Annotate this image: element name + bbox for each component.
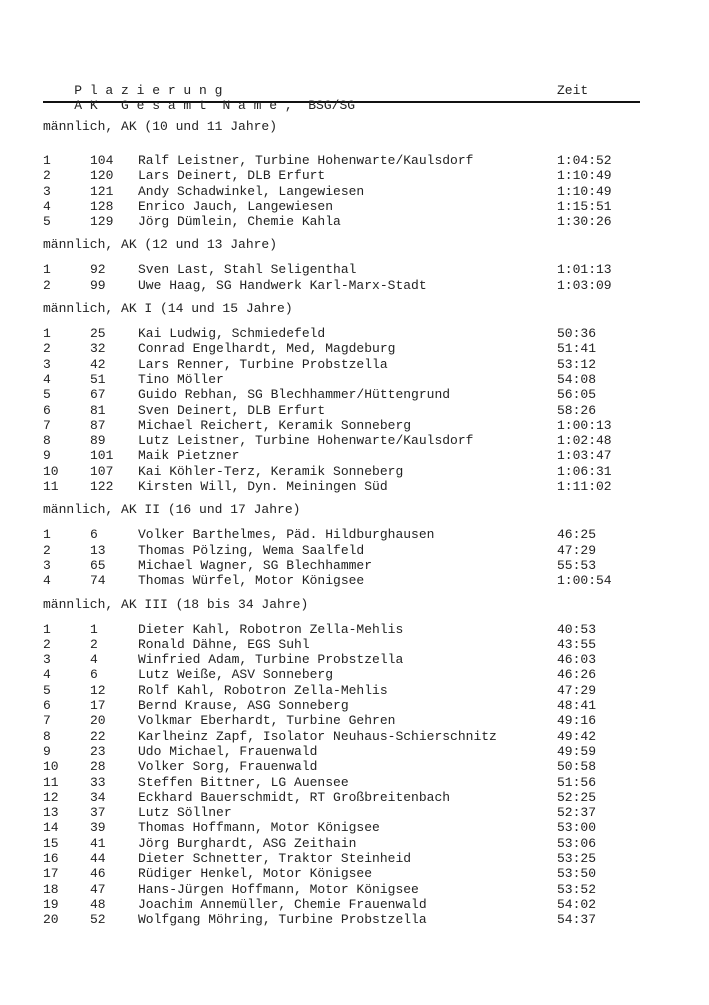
overall-rank: 51 — [90, 371, 106, 387]
rank-in-class: 5 — [43, 682, 51, 698]
result-row — [43, 912, 640, 927]
result-row — [43, 805, 640, 820]
rank-in-class: 16 — [43, 850, 59, 866]
athlete-name-club: Enrico Jauch, Langewiesen — [138, 198, 334, 214]
overall-rank: 122 — [90, 479, 114, 495]
rank-in-class: 1 — [43, 326, 51, 342]
finish-time: 1:11:02 — [557, 479, 612, 495]
overall-rank: 34 — [90, 789, 106, 805]
finish-time: 40:53 — [557, 621, 597, 637]
finish-time: 46:25 — [557, 527, 597, 543]
finish-time: 1:30:26 — [557, 214, 612, 230]
rank-in-class: 4 — [43, 573, 51, 589]
rank-in-class: 3 — [43, 557, 51, 573]
section-title: männlich, AK II (16 und 17 Jahre) — [43, 502, 301, 518]
athlete-name-club: Ronald Dähne, EGS Suhl — [138, 636, 310, 652]
rank-in-class: 1 — [43, 262, 51, 278]
finish-time: 51:41 — [557, 341, 597, 357]
overall-rank: 101 — [90, 448, 114, 464]
result-row — [43, 866, 640, 881]
overall-rank: 81 — [90, 402, 106, 418]
finish-time: 53:25 — [557, 850, 597, 866]
athlete-name-club: Jörg Dümlein, Chemie Kahla — [138, 214, 341, 230]
finish-time: 43:55 — [557, 636, 597, 652]
athlete-name-club: Eckhard Bauerschmidt, RT Großbreitenbach — [138, 789, 451, 805]
result-row — [43, 357, 640, 372]
athlete-name-club: Conrad Engelhardt, Med, Magdeburg — [138, 341, 396, 357]
overall-rank: 12 — [90, 682, 106, 698]
athlete-name-club: Dieter Kahl, Robotron Zella-Mehlis — [138, 621, 404, 637]
finish-time: 47:29 — [557, 682, 597, 698]
result-row — [43, 637, 640, 652]
athlete-name-club: Sven Deinert, DLB Erfurt — [138, 402, 326, 418]
finish-time: 47:29 — [557, 542, 597, 558]
result-row — [43, 448, 640, 463]
overall-rank: 74 — [90, 573, 106, 589]
result-row — [43, 667, 640, 682]
finish-time: 54:08 — [557, 371, 597, 387]
athlete-name-club: Winfried Adam, Turbine Probstzella — [138, 652, 404, 668]
athlete-name-club: Michael Reichert, Keramik Sonneberg — [138, 417, 412, 433]
rank-in-class: 15 — [43, 835, 59, 851]
rank-in-class: 14 — [43, 820, 59, 836]
rank-in-class: 10 — [43, 463, 59, 479]
result-row — [43, 464, 640, 479]
result-row — [43, 372, 640, 387]
section-rows — [43, 153, 640, 229]
rank-in-class: 2 — [43, 542, 51, 558]
rank-in-class: 7 — [43, 713, 51, 729]
result-row — [43, 790, 640, 805]
rank-in-class: 4 — [43, 371, 51, 387]
rank-in-class: 5 — [43, 214, 51, 230]
finish-time: 50:58 — [557, 759, 597, 775]
athlete-name-club: Karlheinz Zapf, Isolator Neuhaus-Schierschnitz — [138, 728, 497, 744]
athlete-name-club: Thomas Würfel, Motor Königsee — [138, 573, 365, 589]
athlete-name-club: Kai Ludwig, Schmiedefeld — [138, 326, 326, 342]
finish-time: 53:00 — [557, 820, 597, 836]
finish-time: 55:53 — [557, 557, 597, 573]
rank-in-class: 11 — [43, 479, 59, 495]
overall-rank: 44 — [90, 850, 106, 866]
athlete-name-club: Guido Rebhan, SG Blechhammer/Hüttengrund — [138, 387, 451, 403]
finish-time: 49:59 — [557, 743, 597, 759]
finish-time: 1:06:31 — [557, 463, 612, 479]
result-row — [43, 184, 640, 199]
result-row — [43, 759, 640, 774]
rank-in-class: 1 — [43, 621, 51, 637]
section-title: männlich, AK III (18 bis 34 Jahre) — [43, 596, 309, 612]
rank-in-class: 17 — [43, 866, 59, 882]
finish-time: 53:06 — [557, 835, 597, 851]
rank-in-class: 6 — [43, 402, 51, 418]
section-rows — [43, 326, 640, 494]
rank-in-class: 3 — [43, 183, 51, 199]
rank-in-class: 7 — [43, 417, 51, 433]
finish-time: 56:05 — [557, 387, 597, 403]
finish-time: 54:02 — [557, 896, 597, 912]
finish-time: 50:36 — [557, 326, 597, 342]
athlete-name-club: Michael Wagner, SG Blechhammer — [138, 557, 373, 573]
overall-rank: 1 — [90, 621, 98, 637]
athlete-name-club: Kirsten Will, Dyn. Meiningen Süd — [138, 479, 388, 495]
rank-in-class: 5 — [43, 387, 51, 403]
rank-in-class: 1 — [43, 527, 51, 543]
rank-in-class: 20 — [43, 912, 59, 928]
result-row — [43, 403, 640, 418]
result-row — [43, 527, 640, 542]
overall-rank: 13 — [90, 542, 106, 558]
finish-time: 53:52 — [557, 881, 597, 897]
header-line-columns — [43, 83, 640, 113]
section-rows — [43, 262, 640, 293]
finish-time: 1:04:52 — [557, 153, 612, 168]
finish-time: 1:03:47 — [557, 448, 612, 464]
overall-rank: 20 — [90, 713, 106, 729]
result-row — [43, 558, 640, 573]
overall-rank: 92 — [90, 262, 106, 278]
athlete-name-club: Hans-Jürgen Hoffmann, Motor Königsee — [138, 881, 419, 897]
result-row — [43, 214, 640, 229]
athlete-name-club: Rüdiger Henkel, Motor Königsee — [138, 866, 373, 882]
overall-rank: 48 — [90, 896, 106, 912]
finish-time: 1:10:49 — [557, 183, 612, 199]
overall-rank: 65 — [90, 557, 106, 573]
overall-rank: 47 — [90, 881, 106, 897]
result-row — [43, 543, 640, 558]
finish-time: 1:02:48 — [557, 433, 612, 449]
rank-in-class: 18 — [43, 881, 59, 897]
rank-in-class: 9 — [43, 743, 51, 759]
overall-rank: 121 — [90, 183, 114, 199]
finish-time: 52:25 — [557, 789, 597, 805]
overall-rank: 6 — [90, 527, 98, 543]
finish-time: 46:26 — [557, 667, 597, 683]
result-row — [43, 897, 640, 912]
rank-in-class: 10 — [43, 759, 59, 775]
athlete-name-club: Lutz Leistner, Turbine Hohenwarte/Kaulsdorf — [138, 433, 474, 449]
athlete-name-club: Lutz Weiße, ASV Sonneberg — [138, 667, 334, 683]
results-sections — [43, 119, 640, 927]
rank-in-class: 2 — [43, 341, 51, 357]
finish-time: 1:10:49 — [557, 168, 612, 184]
athlete-name-club: Maik Pietzner — [138, 448, 240, 464]
finish-time: 1:01:13 — [557, 262, 612, 278]
section-title: männlich, AK I (14 und 15 Jahre) — [43, 301, 293, 317]
header-placement-label: P l a z i e r u n g — [74, 83, 223, 98]
rank-in-class: 19 — [43, 896, 59, 912]
overall-rank: 46 — [90, 866, 106, 882]
result-row — [43, 278, 640, 293]
rank-in-class: 2 — [43, 636, 51, 652]
overall-rank: 99 — [90, 277, 106, 293]
rank-in-class: 2 — [43, 277, 51, 293]
athlete-name-club: Tino Möller — [138, 371, 224, 387]
athlete-name-club: Sven Last, Stahl Seligenthal — [138, 262, 357, 278]
section-rows — [43, 622, 640, 928]
finish-time: 1:03:09 — [557, 277, 612, 293]
athlete-name-club: Dieter Schnetter, Traktor Steinheid — [138, 850, 412, 866]
athlete-name-club: Kai Köhler-Terz, Keramik Sonneberg — [138, 463, 404, 479]
athlete-name-club: Udo Michael, Frauenwald — [138, 743, 318, 759]
overall-rank: 39 — [90, 820, 106, 836]
rank-in-class: 2 — [43, 168, 51, 184]
finish-time: 49:16 — [557, 713, 597, 729]
finish-time: 46:03 — [557, 652, 597, 668]
result-row — [43, 775, 640, 790]
result-row — [43, 820, 640, 835]
result-row — [43, 168, 640, 183]
result-row — [43, 713, 640, 728]
athlete-name-club: Bernd Krause, ASG Sonneberg — [138, 698, 349, 714]
result-row — [43, 479, 640, 494]
overall-rank: 42 — [90, 356, 106, 372]
result-row — [43, 199, 640, 214]
overall-rank: 28 — [90, 759, 106, 775]
result-row — [43, 698, 640, 713]
rank-in-class: 13 — [43, 805, 59, 821]
result-row — [43, 387, 640, 402]
overall-rank: 41 — [90, 835, 106, 851]
header-columns-label: A K G e s a m t N a m e , BSG/SG — [74, 98, 356, 113]
overall-rank: 33 — [90, 774, 106, 790]
finish-time: 51:56 — [557, 774, 597, 790]
athlete-name-club: Joachim Annemüller, Chemie Frauenwald — [138, 896, 427, 912]
overall-rank: 107 — [90, 463, 114, 479]
athlete-name-club: Volker Barthelmes, Päd. Hildburghausen — [138, 527, 435, 543]
athlete-name-club: Rolf Kahl, Robotron Zella-Mehlis — [138, 682, 388, 698]
overall-rank: 120 — [90, 168, 114, 184]
rank-in-class: 12 — [43, 789, 59, 805]
rank-in-class: 1 — [43, 153, 51, 168]
finish-time: 53:50 — [557, 866, 597, 882]
overall-rank: 22 — [90, 728, 106, 744]
section-title: männlich, AK (10 und 11 Jahre) — [43, 119, 278, 134]
section-title: männlich, AK (12 und 13 Jahre) — [43, 237, 278, 253]
overall-rank: 2 — [90, 636, 98, 652]
rank-in-class: 3 — [43, 652, 51, 668]
finish-time: 48:41 — [557, 698, 597, 714]
result-row — [43, 622, 640, 637]
athlete-name-club: Jörg Burghardt, ASG Zeithain — [138, 835, 357, 851]
finish-time: 52:37 — [557, 805, 597, 821]
result-row — [43, 744, 640, 759]
finish-time: 1:15:51 — [557, 198, 612, 214]
rank-in-class: 6 — [43, 698, 51, 714]
athlete-name-club: Ralf Leistner, Turbine Hohenwarte/Kaulsdorf — [138, 153, 474, 168]
rank-in-class: 8 — [43, 433, 51, 449]
finish-time: 1:00:54 — [557, 573, 612, 589]
result-row — [43, 652, 640, 667]
athlete-name-club: Lutz Söllner — [138, 805, 232, 821]
overall-rank: 87 — [90, 417, 106, 433]
result-row — [43, 326, 640, 341]
rank-in-class: 9 — [43, 448, 51, 464]
result-row — [43, 418, 640, 433]
rank-in-class: 4 — [43, 198, 51, 214]
overall-rank: 4 — [90, 652, 98, 668]
athlete-name-club: Andy Schadwinkel, Langewiesen — [138, 183, 365, 199]
athlete-name-club: Thomas Hoffmann, Motor Königsee — [138, 820, 380, 836]
overall-rank: 89 — [90, 433, 106, 449]
result-row — [43, 262, 640, 277]
athlete-name-club: Thomas Pölzing, Wema Saalfeld — [138, 542, 365, 558]
athlete-name-club: Lars Renner, Turbine Probstzella — [138, 356, 388, 372]
overall-rank: 25 — [90, 326, 106, 342]
athlete-name-club: Lars Deinert, DLB Erfurt — [138, 168, 326, 184]
overall-rank: 17 — [90, 698, 106, 714]
result-row — [43, 573, 640, 588]
overall-rank: 32 — [90, 341, 106, 357]
result-row — [43, 153, 640, 168]
result-row — [43, 341, 640, 356]
overall-rank: 67 — [90, 387, 106, 403]
overall-rank: 23 — [90, 743, 106, 759]
rank-in-class: 3 — [43, 356, 51, 372]
overall-rank: 6 — [90, 667, 98, 683]
rank-in-class: 8 — [43, 728, 51, 744]
finish-time: 53:12 — [557, 356, 597, 372]
athlete-name-club: Wolfgang Möhring, Turbine Probstzella — [138, 912, 427, 928]
section-rows — [43, 527, 640, 588]
result-row — [43, 683, 640, 698]
athlete-name-club: Volkmar Eberhardt, Turbine Gehren — [138, 713, 396, 729]
result-row — [43, 882, 640, 897]
result-row — [43, 851, 640, 866]
finish-time: 58:26 — [557, 402, 597, 418]
finish-time: 1:00:13 — [557, 417, 612, 433]
results-page — [43, 68, 640, 927]
result-row — [43, 433, 640, 448]
header-time-label: Zeit — [557, 83, 589, 98]
athlete-name-club: Volker Sorg, Frauenwald — [138, 759, 318, 775]
overall-rank: 128 — [90, 198, 114, 214]
result-row — [43, 729, 640, 744]
finish-time: 54:37 — [557, 912, 597, 928]
finish-time: 49:42 — [557, 728, 597, 744]
overall-rank: 52 — [90, 912, 106, 928]
rank-in-class: 11 — [43, 774, 59, 790]
athlete-name-club: Steffen Bittner, LG Auensee — [138, 774, 349, 790]
overall-rank: 104 — [90, 153, 114, 168]
overall-rank: 129 — [90, 214, 114, 230]
result-row — [43, 836, 640, 851]
overall-rank: 37 — [90, 805, 106, 821]
rank-in-class: 4 — [43, 667, 51, 683]
athlete-name-club: Uwe Haag, SG Handwerk Karl-Marx-Stadt — [138, 277, 427, 293]
